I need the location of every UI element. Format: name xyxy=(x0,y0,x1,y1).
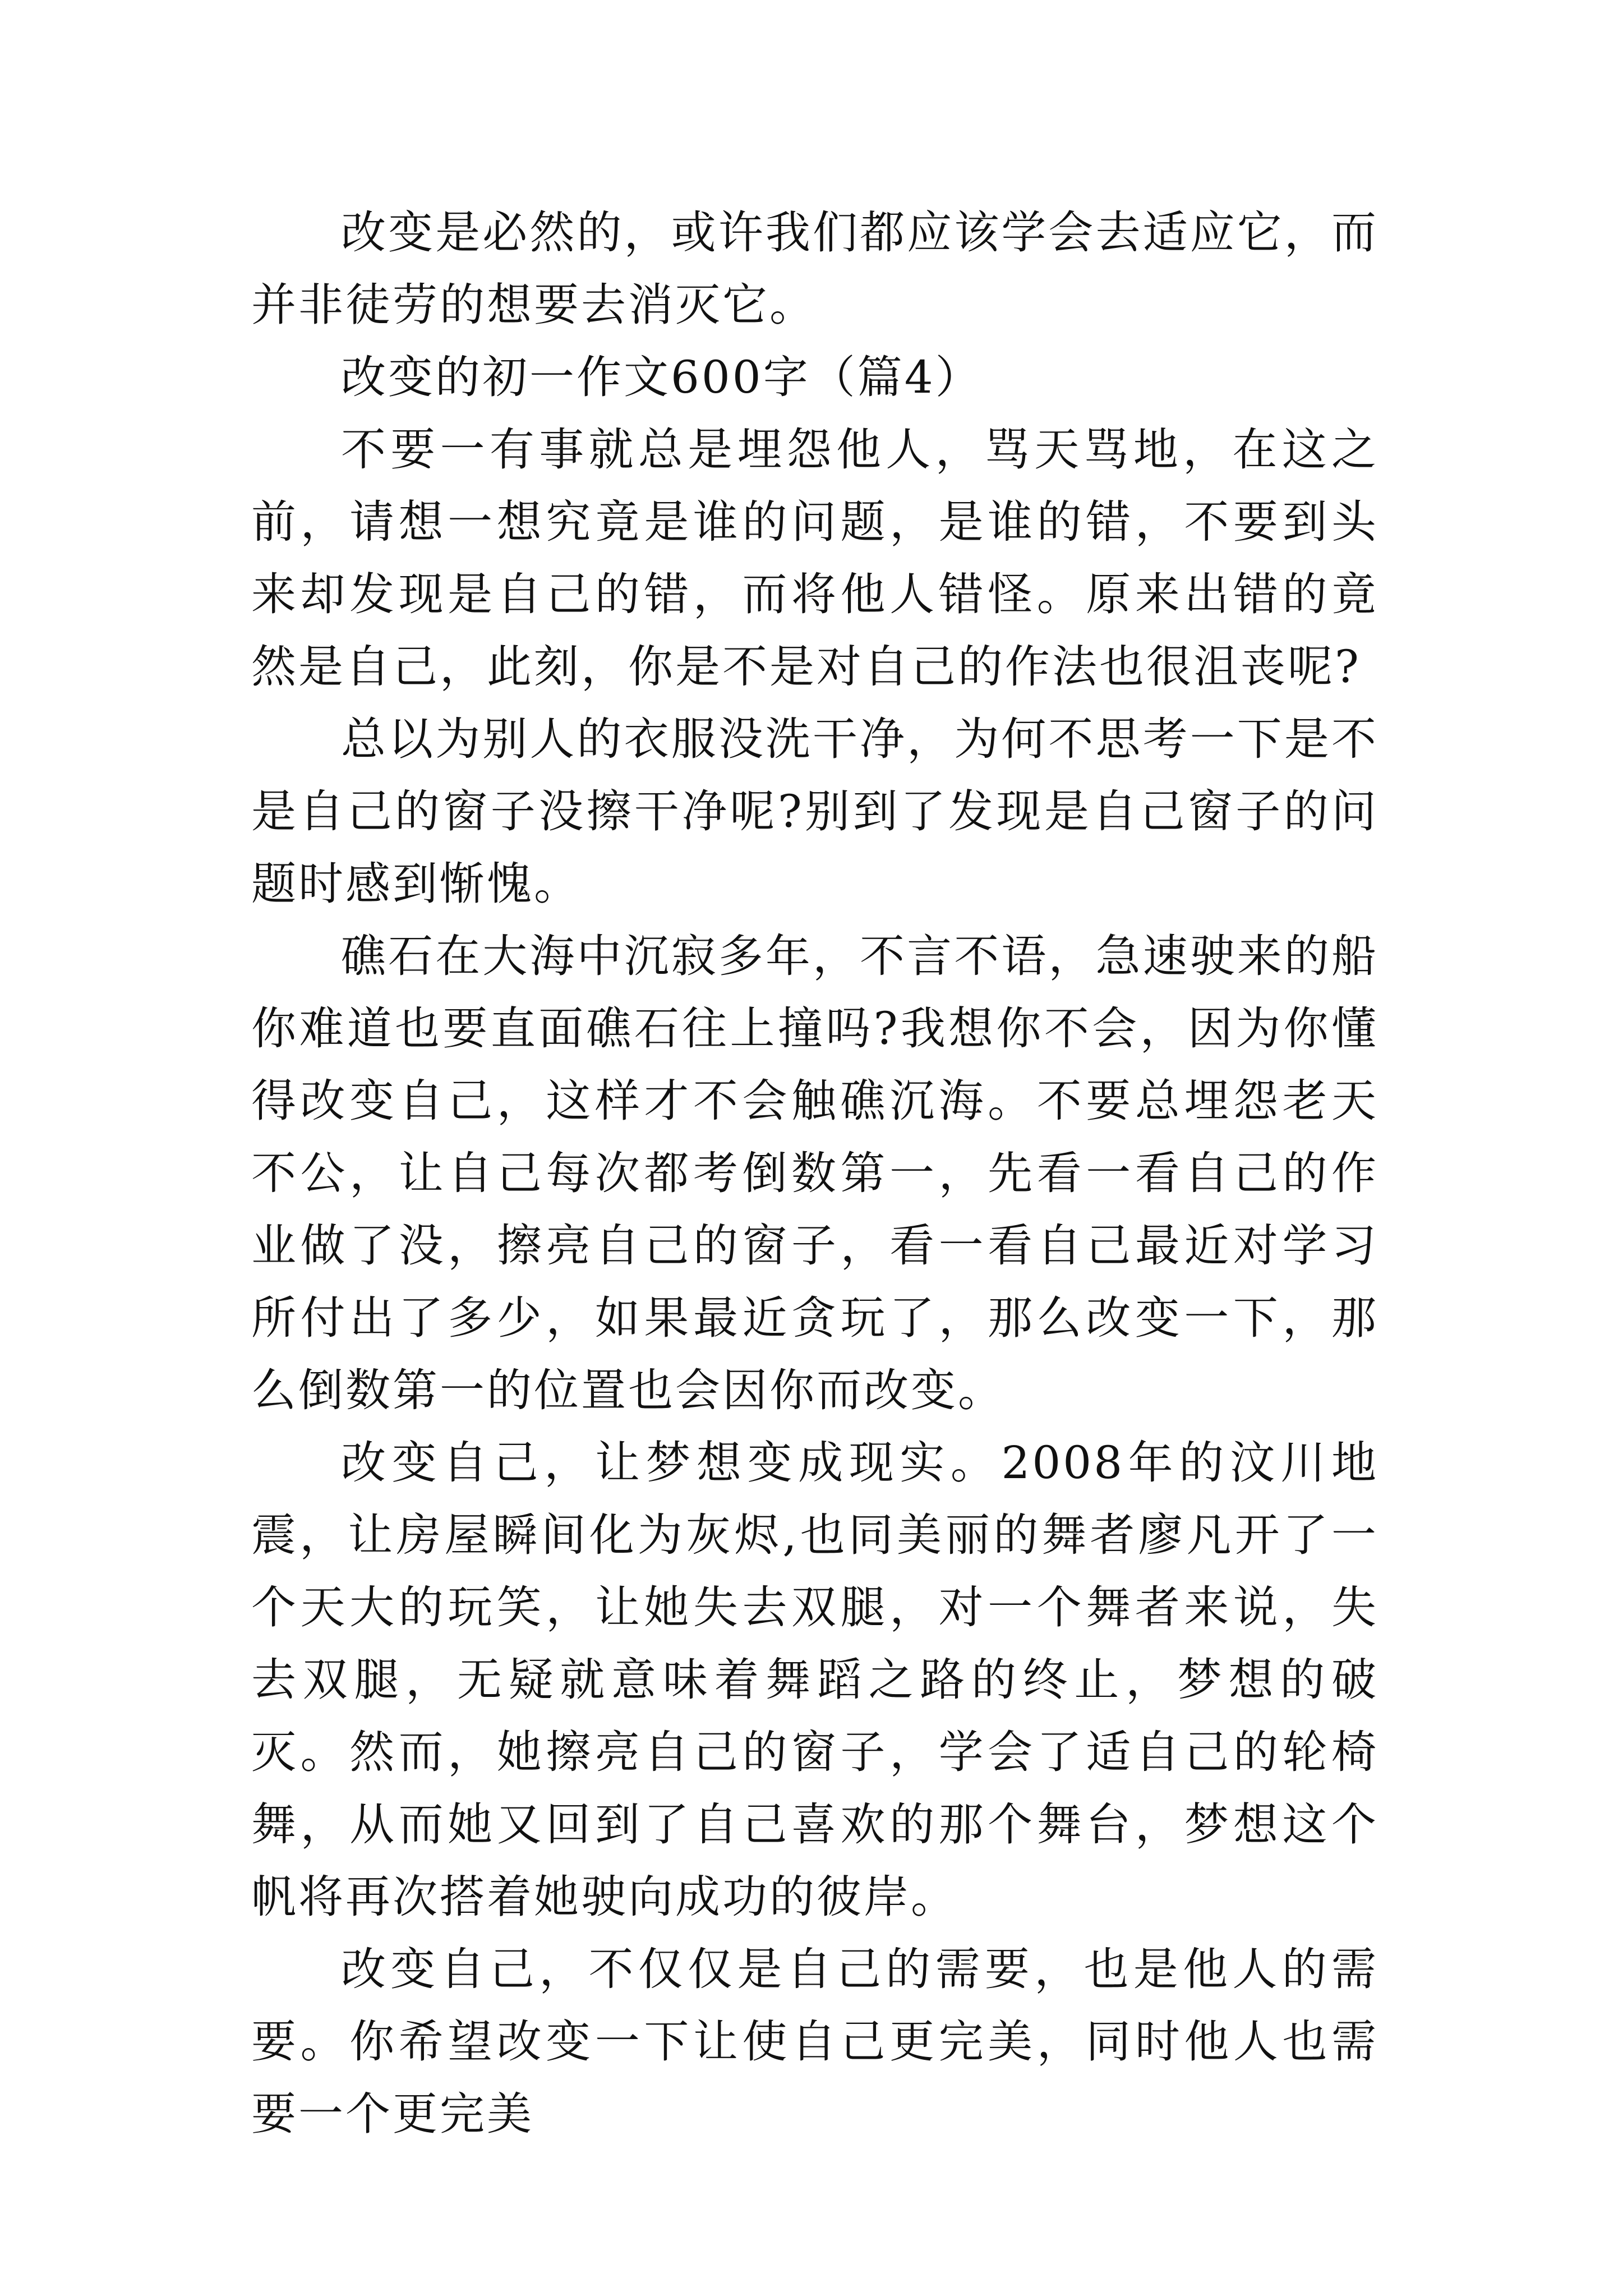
paragraph: 不要一有事就总是埋怨他人，骂天骂地，在这之前，请想一想究竟是谁的问题，是谁的错，不要到头来却发现是自己的错，而将他人错怪。原来出错的竟然是自己，此刻，你是不是对自己的作法也很沮丧呢? xyxy=(251,424,1378,693)
paragraph: 总以为别人的衣服没洗干净，为何不思考一下是不是自己的窗子没擦干净呢?别到了发现是自己窗子的问题时感到惭愧。 xyxy=(251,713,1378,910)
section-heading: 改变的初一作文600字（篇4） xyxy=(341,351,983,403)
paragraph: 礁石在大海中沉寂多年，不言不语，急速驶来的船你难道也要直面礁石往上撞吗?我想你不会，因为你懂得改变自己，这样才不会触礁沉海。不要总埋怨老天不公，让自己每次都考倒数第一，先看一看自己的作业做了没，擦亮自己的窗子，看一看自己最近对学习所付出了多少，如果最近贪玩了，那么改变一下，那么倒数第一的位置也会因你而改变。 xyxy=(251,930,1378,1416)
paragraph: 改变是必然的，或许我们都应该学会去适应它，而并非徒劳的想要去消灭它。 xyxy=(251,206,1378,331)
paragraph: 改变自己，让梦想变成现实。2008年的汶川地震，让房屋瞬间化为灰烬,也同美丽的舞者廖凡开了一个天大的玩笑，让她失去双腿，对一个舞者来说，失去双腿，无疑就意味着舞蹈之路的终止，梦想的破灭。然而，她擦亮自己的窗子，学会了适自己的轮椅舞，从而她又回到了自己喜欢的那个舞台，梦想这个帆将再次搭着她驶向成功的彼岸。 xyxy=(251,1437,1378,1923)
paragraph: 改变自己，不仅仅是自己的需要，也是他人的需要。你希望改变一下让使自己更完美，同时他人也需要一个更完美 xyxy=(251,1943,1378,2140)
body-text xyxy=(251,196,1378,2150)
